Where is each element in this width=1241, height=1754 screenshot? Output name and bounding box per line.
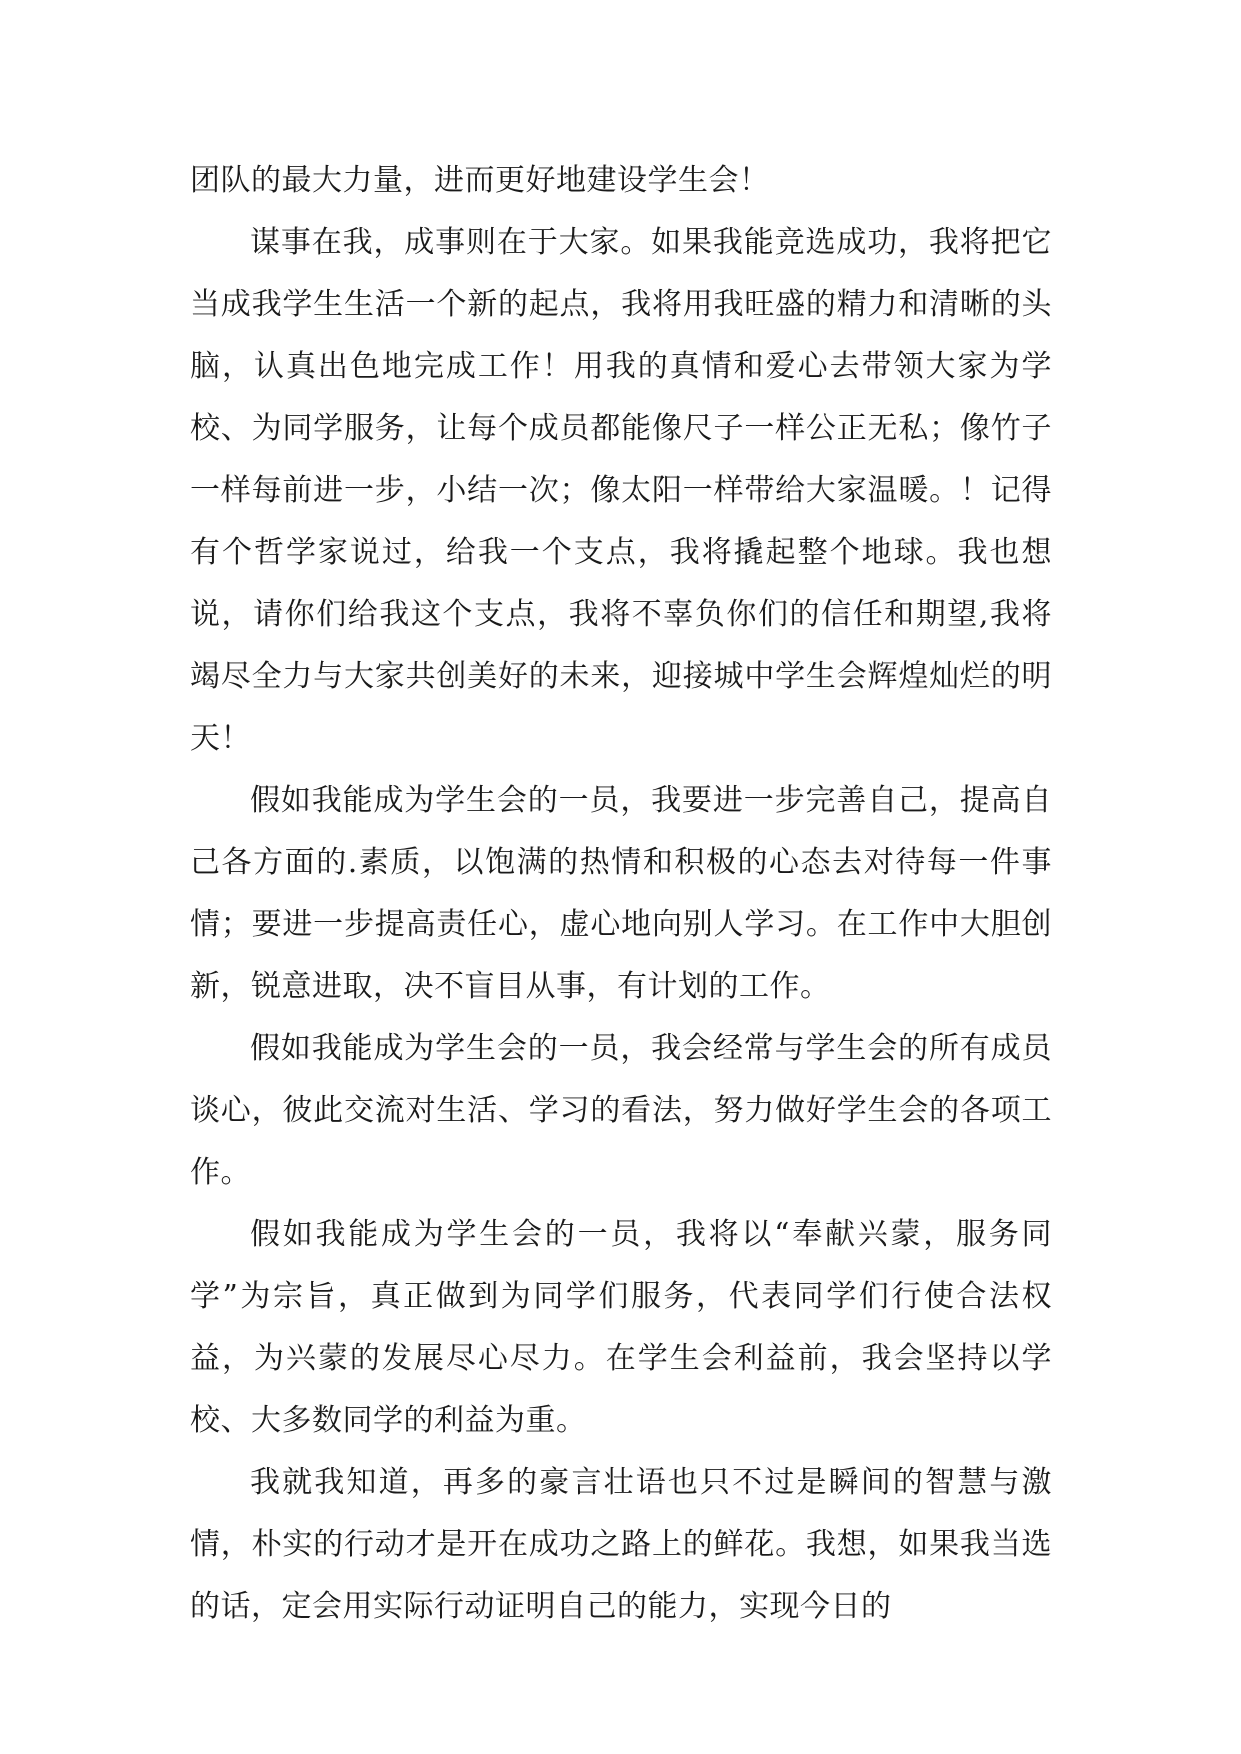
paragraph-6: 我就我知道，再多的豪言壮语也只不过是瞬间的智慧与激情，朴实的行动才是开在成功之路上的鲜花。我想，如果我当选的话，定会用实际行动证明自己的能力，实现今日的: [190, 1465, 1052, 1624]
paragraph-1: 团队的最大力量，进而更好地建设学生会！: [190, 163, 770, 198]
paragraph-3: 假如我能成为学生会的一员，我要进一步完善自己，提高自己各方面的.素质，以饱满的热情和积极的心态去对待每一件事情；要进一步提高责任心，虚心地向别人学习。在工作中大胆创新，锐意进取，决不盲目从事，有计划的工作。: [190, 783, 1052, 1004]
document-body: [190, 150, 1052, 1638]
paragraph-2: 谋事在我，成事则在于大家。如果我能竞选成功，我将把它当成我学生生活一个新的起点，我将用我旺盛的精力和清晰的头脑，认真出色地完成工作！用我的真情和爱心去带领大家为学校、为同学服务，让每个成员都能像尺子一样公正无私；像竹子一样每前进一步，小结一次；像太阳一样带给大家温暖。！记得有个哲学家说过，给我一个支点，我将撬起整个地球。我也想说，请你们给我这个支点，我将不辜负你们的信任和期望,我将竭尽全力与大家共创美好的未来，迎接城中学生会辉煌灿烂的明天！: [190, 225, 1052, 756]
paragraph-5: 假如我能成为学生会的一员，我将以“奉献兴蒙，服务同学”为宗旨，真正做到为同学们服务，代表同学们行使合法权益，为兴蒙的发展尽心尽力。在学生会利益前，我会坚持以学校、大多数同学的利益为重。: [190, 1217, 1052, 1438]
paragraph-4: 假如我能成为学生会的一员，我会经常与学生会的所有成员谈心，彼此交流对生活、学习的看法，努力做好学生会的各项工作。: [190, 1031, 1052, 1190]
